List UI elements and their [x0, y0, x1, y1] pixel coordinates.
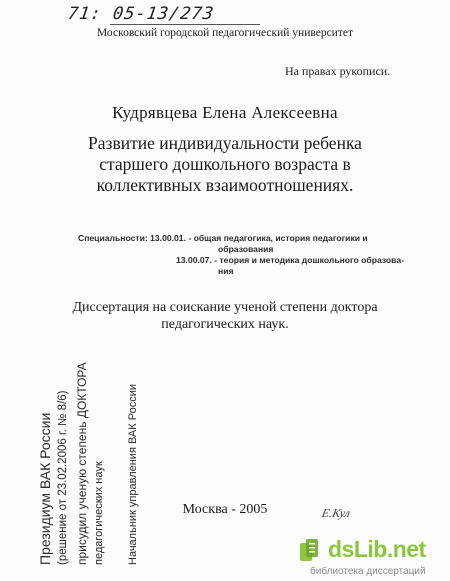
degree-line: педагогических наук.: [161, 317, 289, 332]
handwritten-underline: [110, 24, 260, 25]
university-name: Московский городской педагогический университет: [96, 27, 353, 39]
specialty-line: ния: [218, 266, 234, 276]
handwritten-initials: Е.Кул: [320, 506, 352, 520]
dissertation-title: [0, 133, 450, 196]
specialty-row: [78, 266, 408, 277]
title-line: коллективных взаимоотношениях.: [96, 175, 354, 195]
specialties-block: [78, 233, 408, 277]
watermark-subtitle: библиотека диссертаций: [310, 566, 426, 577]
dslib-watermark: [300, 533, 450, 581]
stamp-line: (решение от 23.02.2006 г. № 8/6): [57, 390, 69, 565]
title-line: Развитие индивидуальности ребенка: [88, 133, 362, 153]
title-line: старшего дошкольного возраста в: [99, 154, 351, 174]
handwritten-code: 71: 05-13/273: [66, 4, 216, 24]
stamp-line: Президиум ВАК России: [37, 412, 53, 565]
specialty-row: [78, 244, 408, 255]
vak-stamp: [35, 352, 160, 567]
manuscript-rights-note: На правах рукописи.: [285, 64, 391, 78]
city-year: Москва - 2005: [182, 502, 268, 517]
stamp-line: педагогических наук: [93, 461, 105, 565]
specialty-line: образования: [218, 244, 274, 254]
stamp-line: Начальник управления ВАК России: [127, 384, 139, 565]
specialties-label: Специальности:: [78, 233, 148, 243]
stamp-line: присудил ученую степень ДОКТОРА: [75, 362, 89, 565]
dslib-logo-icon: [300, 539, 320, 565]
watermark-name: dsLib.net: [328, 536, 426, 562]
specialty-row: [78, 255, 408, 266]
specialty-line: 13.00.07. - теория и методика дошкольного образова-: [176, 255, 404, 265]
specialty-row: [78, 233, 408, 244]
author-name: Кудрявцева Елена Алексеевна: [112, 103, 338, 122]
specialty-line: 13.00.01. - общая педагогика, история педагогики и: [150, 233, 368, 243]
degree-statement: [0, 299, 450, 333]
degree-line: Диссертация на соискание ученой степени доктора: [72, 300, 378, 315]
